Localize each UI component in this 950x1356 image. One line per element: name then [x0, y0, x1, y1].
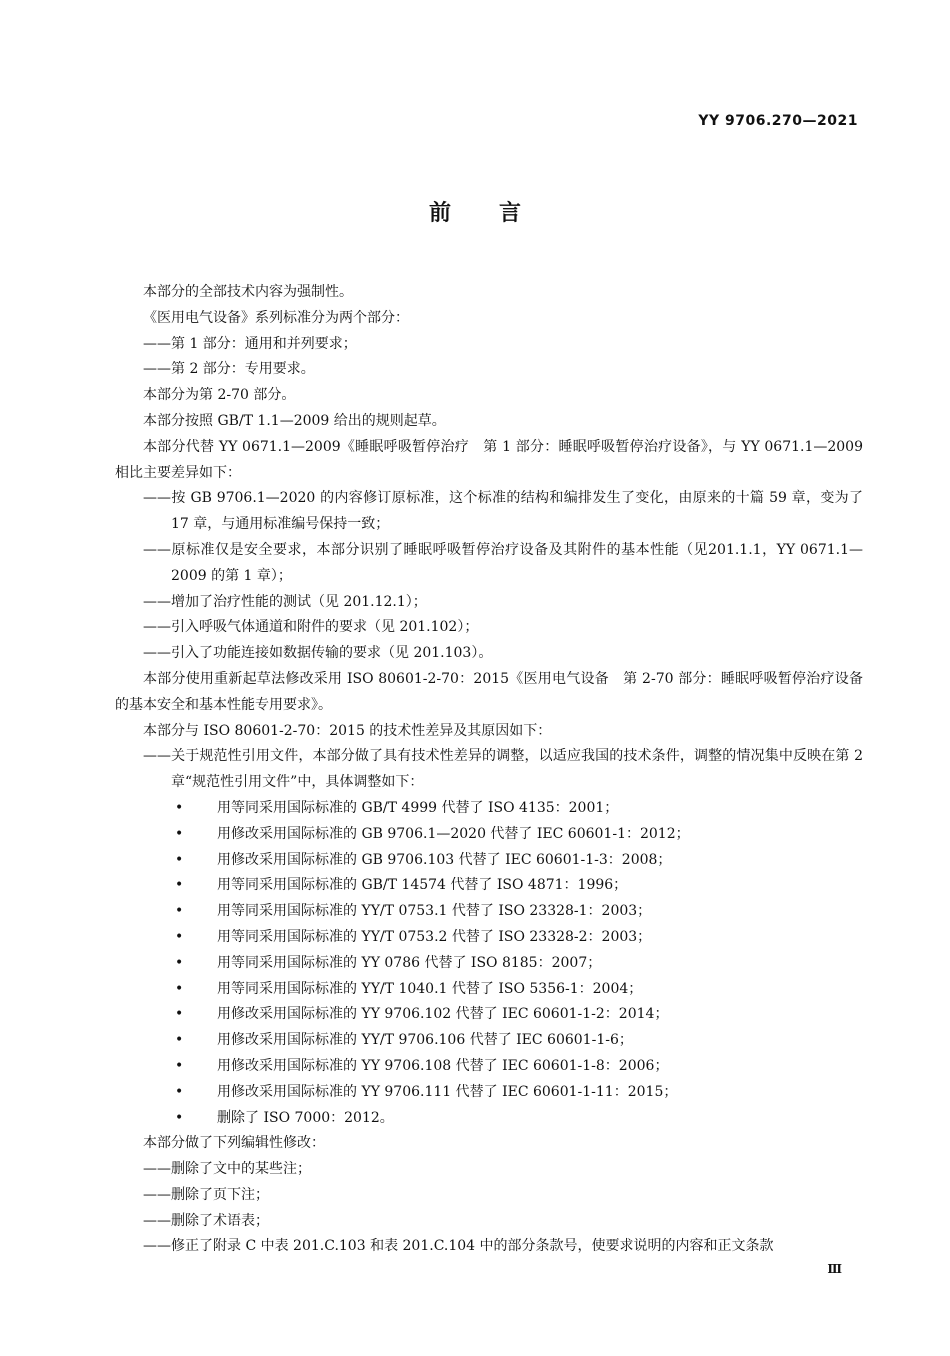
document-number: YY 9706.270—2021: [698, 113, 858, 129]
paragraph: 本部分的全部技术内容为强制性。: [143, 284, 353, 300]
bullet-icon: •: [175, 1006, 184, 1023]
paragraph: 本部分使用重新起草法修改采用 ISO 80601-2-70：2015《医用电气设备 第 2-70 部分：睡眠呼吸暂停治疗设备的基本安全和基本性能专用要求》。: [115, 670, 863, 713]
list-item: [115, 1106, 863, 1132]
list-item-text: 用修改采用国际标准的 GB 9706.103 代替了 IEC 60601-1-3：2008；: [217, 851, 672, 868]
paragraph: 本部分按照 GB/T 1.1—2009 给出的规则起草。: [143, 412, 446, 429]
dash-item: ——增加了治疗性能的测试（见 201.12.1）；: [143, 593, 427, 610]
paragraph: 《医用电气设备》系列标准分为两个部分：: [143, 309, 409, 326]
dash-item: ——第 2 部分：专用要求。: [143, 361, 315, 378]
dash-item: ——引入呼吸气体通道和附件的要求（见 201.102）；: [143, 619, 479, 636]
bullet-icon: •: [175, 1032, 184, 1049]
dash-item: ——删除了文中的某些注；: [143, 1161, 311, 1178]
page-title: 前言: [428, 201, 569, 226]
bullet-icon: •: [175, 1083, 184, 1100]
bullet-icon: •: [175, 928, 184, 945]
list-item: [115, 951, 863, 977]
bullet-icon: •: [175, 877, 184, 894]
list-item: [115, 899, 863, 925]
bullet-list: [115, 796, 863, 1131]
dash-item: ——引入了功能连接如数据传输的要求（见 201.103）。: [143, 645, 493, 662]
paragraph: 本部分代替 YY 0671.1—2009《睡眠呼吸暂停治疗 第 1 部分：睡眠呼吸暂停治疗设备》，与 YY 0671.1—2009 相比主要差异如下：: [115, 438, 863, 481]
list-item: [115, 848, 863, 874]
list-item: [115, 925, 863, 951]
list-item: [115, 822, 863, 848]
dash-item: ——按 GB 9706.1—2020 的内容修订原标准，这个标准的结构和编排发生了变化，由原来的十篇 59 章，变为了 17 章，与通用标准编号保持一致；: [143, 490, 863, 533]
paragraph: 本部分为第 2-70 部分。: [143, 387, 296, 404]
bullet-icon: •: [175, 851, 184, 868]
bullet-icon: •: [175, 903, 184, 920]
bullet-icon: •: [175, 1057, 184, 1074]
list-item: [115, 1028, 863, 1054]
list-item-text: 用修改采用国际标准的 YY 9706.111 代替了 IEC 60601-1-11：2015；: [217, 1083, 678, 1100]
list-item-text: 用等同采用国际标准的 GB/T 14574 代替了 ISO 4871：1996；: [217, 877, 628, 894]
dash-item: ——删除了术语表；: [143, 1212, 269, 1229]
dash-item: ——关于规范性引用文件，本部分做了具有技术性差异的调整，以适应我国的技术条件，调整的情况集中反映在第 2 章“规范性引用文件”中，具体调整如下：: [143, 748, 863, 791]
bullet-icon: •: [175, 799, 184, 816]
list-item-text: 用等同采用国际标准的 GB/T 4999 代替了 ISO 4135：2001；: [217, 799, 619, 816]
page-number: Ⅲ: [827, 1262, 842, 1276]
list-item: [115, 1054, 863, 1080]
dash-item: ——删除了页下注；: [143, 1186, 269, 1203]
list-item: [115, 796, 863, 822]
list-item-text: 用等同采用国际标准的 YY/T 0753.2 代替了 ISO 23328-2：2003；: [217, 928, 652, 945]
bullet-icon: •: [175, 1109, 184, 1126]
list-item-text: 删除了 ISO 7000：2012。: [217, 1109, 394, 1126]
list-item-text: 用等同采用国际标准的 YY/T 0753.1 代替了 ISO 23328-1：2003；: [217, 903, 652, 920]
dash-item: ——原标准仅是安全要求，本部分识别了睡眠呼吸暂停治疗设备及其附件的基本性能（见201.1.1，YY 0671.1—2009 的第 1 章）；: [143, 541, 863, 584]
foreword-body: [115, 280, 863, 1260]
list-item-text: 用等同采用国际标准的 YY/T 1040.1 代替了 ISO 5356-1：2004；: [217, 980, 643, 997]
list-item-text: 用等同采用国际标准的 YY 0786 代替了 ISO 8185：2007；: [217, 954, 602, 971]
list-item: [115, 1002, 863, 1028]
list-item-text: 用修改采用国际标准的 YY 9706.102 代替了 IEC 60601-1-2：2014；: [217, 1006, 669, 1023]
bullet-icon: •: [175, 825, 184, 842]
list-item: [115, 1080, 863, 1106]
paragraph: 本部分做了下列编辑性修改：: [143, 1135, 325, 1152]
dash-item: ——第 1 部分：通用和并列要求；: [143, 335, 357, 352]
list-item-text: 用修改采用国际标准的 YY 9706.108 代替了 IEC 60601-1-8：2006；: [217, 1057, 669, 1074]
dash-item: ——修正了附录 C 中表 201.C.103 和表 201.C.104 中的部分条款号，使要求说明的内容和正文条款: [143, 1238, 774, 1255]
list-item: [115, 873, 863, 899]
bullet-icon: •: [175, 954, 184, 971]
paragraph: 本部分与 ISO 80601-2-70：2015 的技术性差异及其原因如下：: [143, 722, 552, 739]
list-item-text: 用修改采用国际标准的 GB 9706.1—2020 代替了 IEC 60601-1：2012；: [217, 825, 690, 842]
bullet-icon: •: [175, 980, 184, 997]
list-item-text: 用修改采用国际标准的 YY/T 9706.106 代替了 IEC 60601-1-6；: [217, 1032, 633, 1049]
list-item: [115, 977, 863, 1003]
